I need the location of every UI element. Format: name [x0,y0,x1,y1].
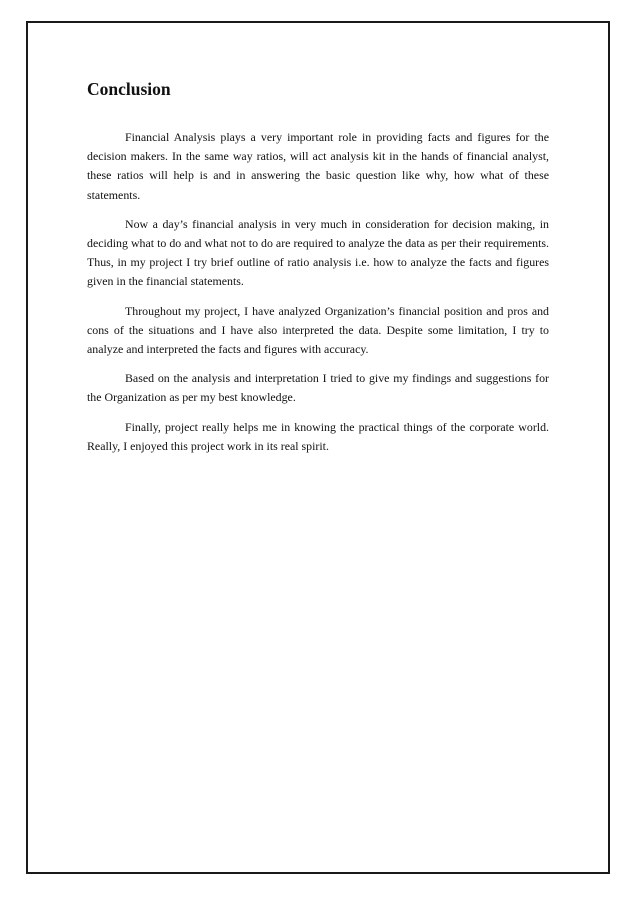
paragraph-financial-analysis: Financial Analysis plays a very important role in providing facts and figures for the decision makers. In the same way ratios, will act analysis kit in the hands of financial analyst, these ratios will help is and in answering the basic question like why, how what of these statements. [87,130,549,202]
paragraph-project-analysis: Throughout my project, I have analyzed Organization’s financial position and pros and cons of the situations and I have also interpreted the data. Despite some limitation, I try to analyze and interpreted the facts and figures with accuracy. [87,303,549,357]
page-title: Conclusion [87,79,171,99]
paragraph-closing: Finally, project really helps me in knowing the practical things of the corporate world. Really, I enjoyed this project work in its real spirit. [87,419,549,453]
paragraph-decision-making: Now a day’s financial analysis in very much in consideration for decision making, in deciding what to do and what not to do are required to analyze the data as per their requirements. Thus, in my project I try brief outline of ratio analysis i.e. how to analyze the facts and figures given in the financial statements. [87,216,549,289]
document-body [87,78,549,466]
paragraph-findings: Based on the analysis and interpretation I tried to give my findings and suggestions for the Organization as per my best knowledge. [87,371,549,405]
